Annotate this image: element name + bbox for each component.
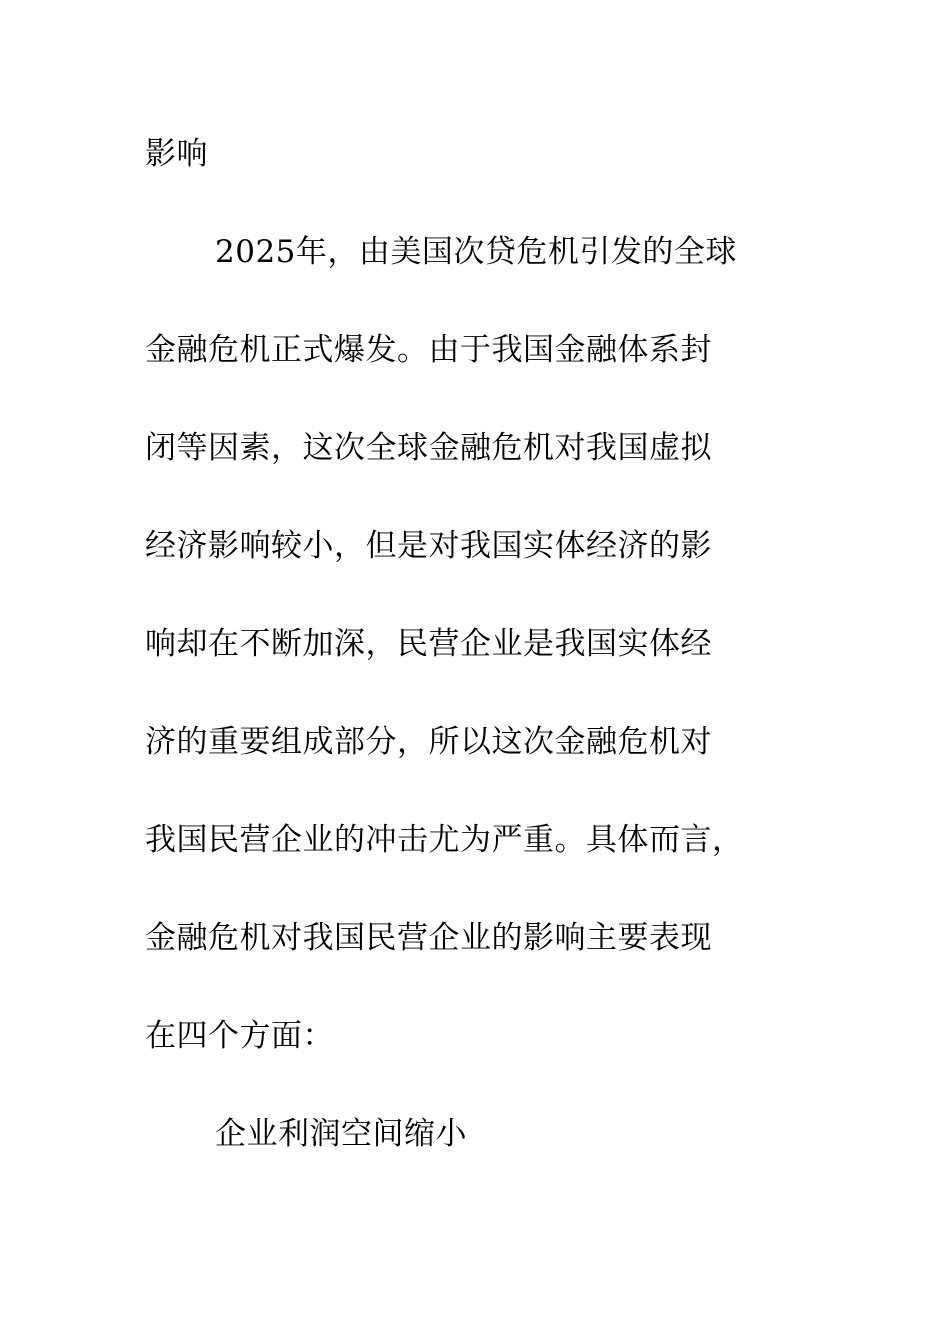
text-line: 金融危机对我国民营企业的影响主要表现 (145, 920, 712, 956)
text-line: 闭等因素，这次全球金融危机对我国虚拟 (145, 430, 712, 466)
text-line: 在四个方面： (145, 1018, 334, 1054)
body-text (145, 128, 815, 1206)
text-line: 经济影响较小，但是对我国实体经济的影 (145, 528, 712, 564)
text-line: 济的重要组成部分，所以这次金融危机对 (145, 724, 712, 760)
text-line: 响却在不断加深，民营企业是我国实体经 (145, 626, 712, 662)
text-line-paragraph-start: 2025年，由美国次贷危机引发的全球 (215, 234, 737, 270)
text-line: 我国民营企业的冲击尤为严重。具体而言， (145, 822, 744, 858)
text-line-heading-tail: 影响 (145, 136, 208, 172)
section-heading: 企业利润空间缩小 (215, 1116, 467, 1152)
text-line: 金融危机正式爆发。由于我国金融体系封 (145, 332, 712, 368)
